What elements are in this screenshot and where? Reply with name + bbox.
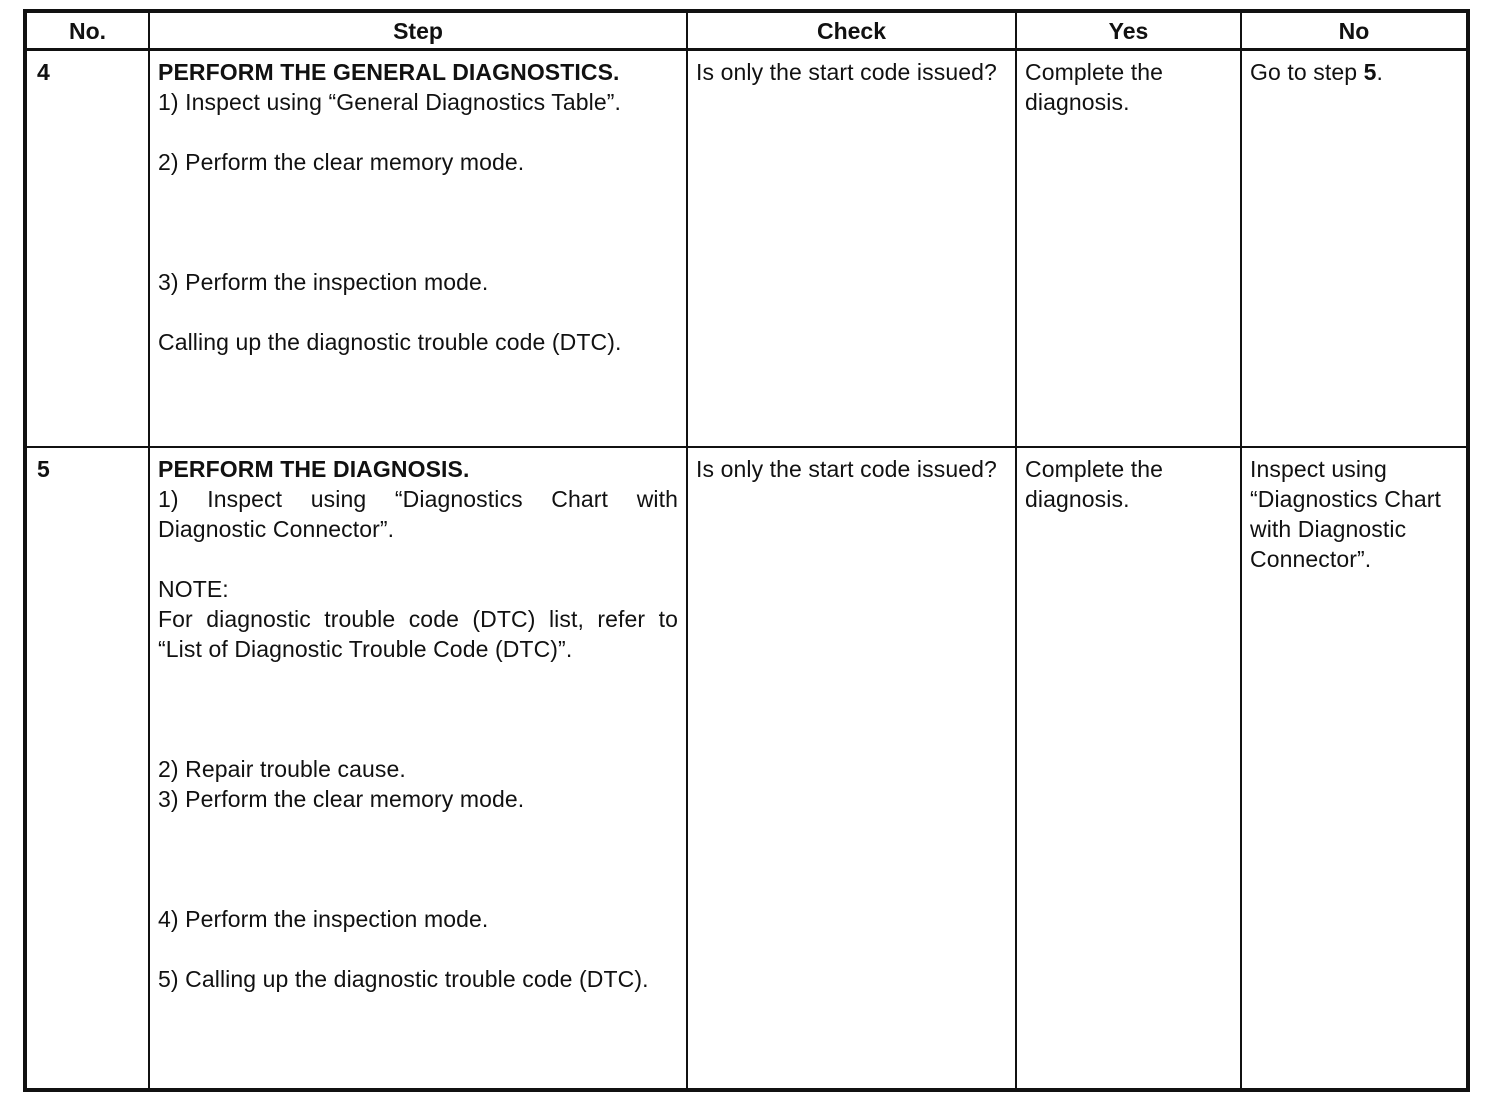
check-cell: Is only the start code issued? bbox=[687, 447, 1016, 1090]
note-label: NOTE: bbox=[158, 576, 229, 602]
step-reference: 5 bbox=[1363, 58, 1377, 85]
step-line: Calling up the diagnostic trouble code (DTC). bbox=[158, 328, 622, 355]
diagnostic-table bbox=[23, 9, 1470, 1092]
check-cell: Is only the start code issued? bbox=[687, 49, 1016, 447]
header-row bbox=[25, 11, 1468, 49]
step-line: 5) Calling up the diagnostic trouble code (DTC). bbox=[158, 966, 649, 992]
step-line: 3) Perform the clear memory mode. bbox=[158, 786, 525, 812]
step-cell bbox=[149, 49, 687, 447]
header-check: Check bbox=[687, 11, 1016, 49]
table-row bbox=[25, 447, 1468, 1090]
no-suffix: . bbox=[1376, 58, 1384, 85]
step-line: 2) Perform the clear memory mode. bbox=[158, 148, 525, 175]
step-title: PERFORM THE DIAGNOSIS. bbox=[158, 456, 470, 482]
no-cell bbox=[1241, 49, 1468, 447]
header-step: Step bbox=[149, 11, 687, 49]
table-row bbox=[25, 49, 1468, 447]
step-line: 4) Perform the inspection mode. bbox=[158, 906, 489, 932]
no-text: Go to step bbox=[1250, 58, 1364, 85]
no-cell: Inspect using “Diagnostics Chart with Diagnostic Connector”. bbox=[1241, 447, 1468, 1090]
step-title: PERFORM THE GENERAL DIAGNOSTICS. bbox=[158, 58, 620, 85]
step-line: 1) Inspect using “General Diagnostics Table”. bbox=[158, 88, 622, 115]
step-line: 1) Inspect using “Diagnostics Chart with Diagnostic Connector”. bbox=[158, 486, 678, 542]
step-line: 2) Repair trouble cause. bbox=[158, 756, 406, 782]
header-yes: Yes bbox=[1016, 11, 1241, 49]
step-cell bbox=[149, 447, 687, 1090]
step-number: 4 bbox=[25, 49, 149, 447]
step-line: 3) Perform the inspection mode. bbox=[158, 268, 489, 295]
yes-cell: Complete the diagnosis. bbox=[1016, 49, 1241, 447]
yes-cell: Complete the diagnosis. bbox=[1016, 447, 1241, 1090]
note-text: For diagnostic trouble code (DTC) list, refer to “List of Diagnostic Trouble Code (DTC)”. bbox=[158, 606, 678, 662]
header-no: No. bbox=[25, 11, 149, 49]
header-no-answer: No bbox=[1241, 11, 1468, 49]
step-number: 5 bbox=[25, 447, 149, 1090]
